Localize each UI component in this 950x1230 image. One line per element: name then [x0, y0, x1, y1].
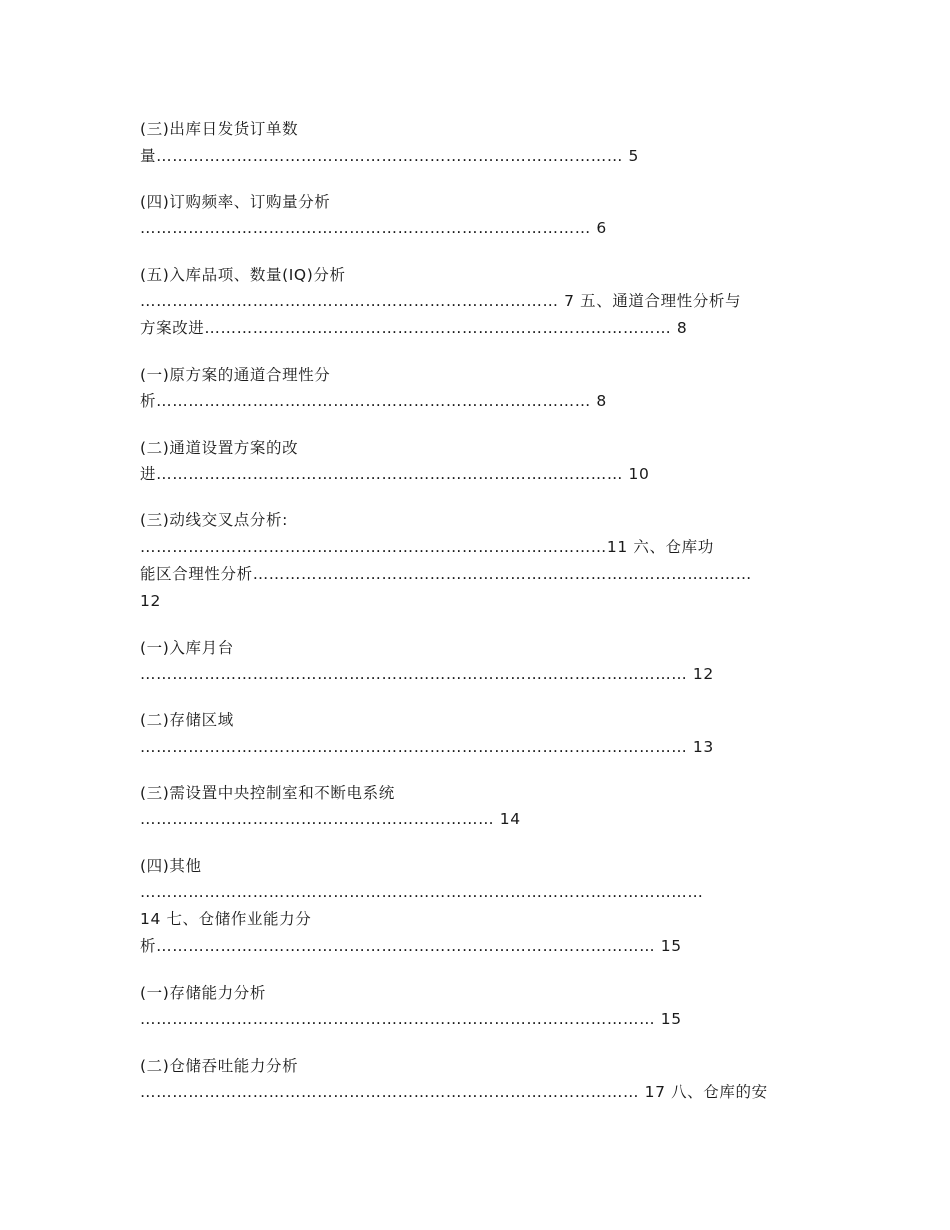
toc-entry-page-number: 12 — [140, 592, 161, 610]
toc-entry-leader: ………………………………………………………………………………… 17 八、仓库的安 — [140, 1083, 768, 1101]
toc-entry-leader: 进…………………………………………………………………………… 10 — [140, 465, 650, 483]
toc-entry-heading: (五)入库品项、数量(IQ)分析 — [140, 266, 346, 284]
toc-entry-heading: (四)订购频率、订购量分析 — [140, 193, 331, 211]
toc-entry-heading: (三)出库日发货订单数 — [140, 120, 299, 138]
toc-entry-heading: (二)存储区域 — [140, 711, 234, 729]
toc-entry-leader: 析……………………………………………………………………… 8 — [140, 392, 607, 410]
toc-entry-heading: (一)存储能力分析 — [140, 984, 266, 1002]
toc-entry-leader: 析………………………………………………………………………………… 15 — [140, 937, 682, 955]
toc-entry-leader: 量…………………………………………………………………………… 5 — [140, 147, 639, 165]
toc-entry-leader: …………………………………………………………………………………………… — [140, 883, 704, 901]
toc-entry-leader: ……………………………………………………………………………11 六、仓库功 — [140, 538, 714, 556]
toc-entry-heading: (三)动线交叉点分析: — [140, 511, 288, 529]
toc-entry-heading: (三)需设置中央控制室和不断电系统 — [140, 784, 395, 802]
toc-entry-leader: ………………………………………………………………………………………… 13 — [140, 738, 714, 756]
toc-entry-heading: (四)其他 — [140, 857, 202, 875]
toc-entry-heading: (一)原方案的通道合理性分 — [140, 366, 331, 384]
toc-entry-heading: (二)通道设置方案的改 — [140, 439, 299, 457]
toc-entry-heading: (二)仓储吞吐能力分析 — [140, 1057, 299, 1075]
toc-entry-leader: …………………………………………………………………………………… 15 — [140, 1010, 682, 1028]
toc-entry-heading: (一)入库月台 — [140, 639, 234, 657]
toc-entry-leader: …………………………………………………………………… 7 五、通道合理性分析与 — [140, 292, 742, 310]
toc-entry-heading: 14 七、仓储作业能力分 — [140, 910, 312, 928]
toc-entry-leader: 能区合理性分析………………………………………………………………………………… — [140, 565, 752, 583]
toc-entry-leader: 方案改进…………………………………………………………………………… 8 — [140, 319, 688, 337]
toc-entry-leader: ………………………………………………………………………………………… 12 — [140, 665, 714, 683]
toc-entry-leader: ………………………………………………………………………… 6 — [140, 219, 607, 237]
toc-entry-leader: ………………………………………………………… 14 — [140, 810, 521, 828]
